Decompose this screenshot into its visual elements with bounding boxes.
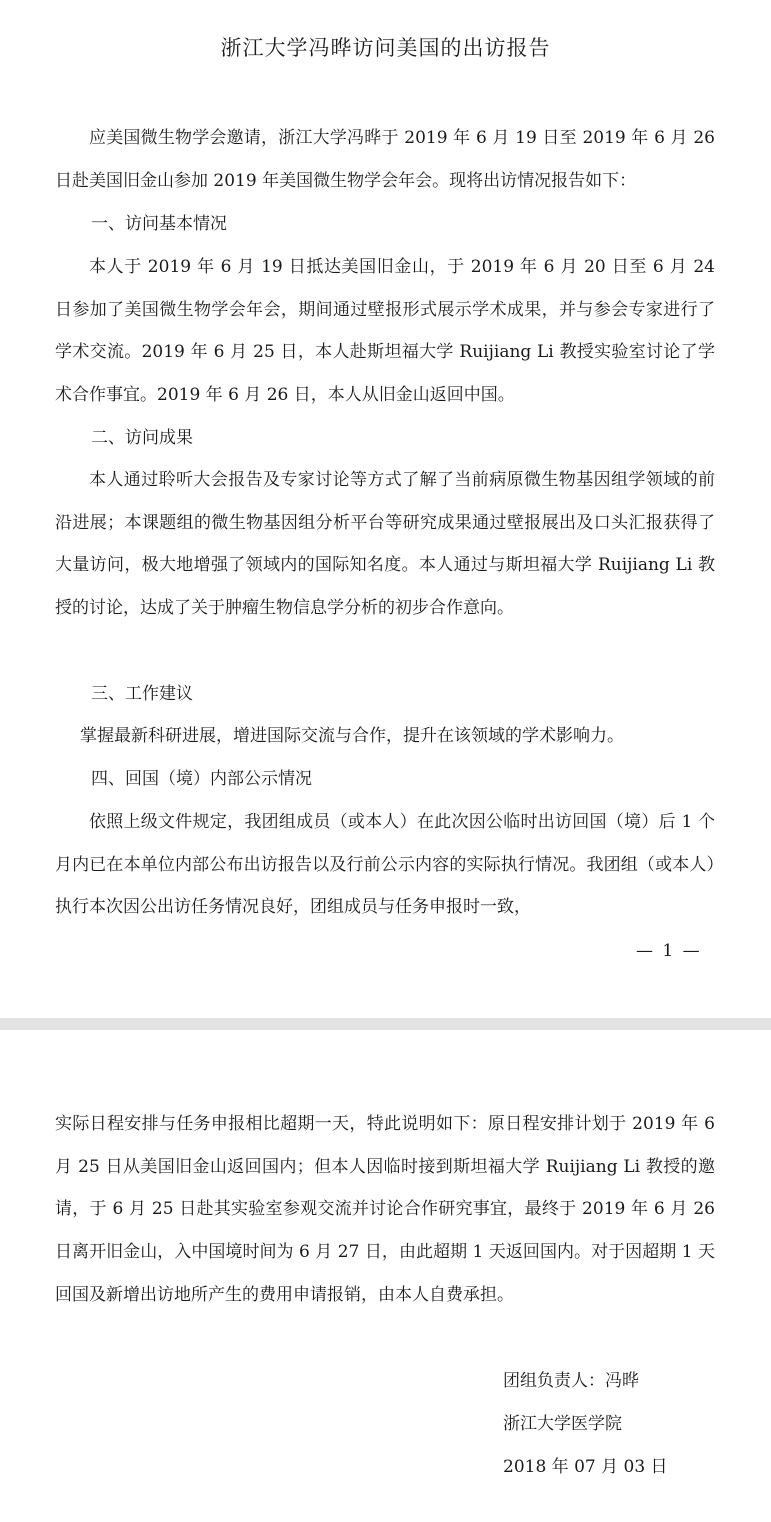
- section-3-heading: 三、工作建议: [91, 684, 193, 704]
- signature-leader: 团组负责人：冯晔: [503, 1371, 639, 1391]
- page-2-body: 实际日程安排与任务申报相比超期一天，特此说明如下：原日程安排计划于 2019 年 6 月 25 日从美国旧金山返回国内；但本人因临时接到斯坦福大学 Ruijiang Li 教授的邀请，于 6 月 25 日赴其实验室参观交流并讨论合作研究事宜，最终于 2019 年 6 月 26 日离开旧金山，入中国境时间为 6 月 27 日，由此超期 1 天返回国内。对于因超期 1 天回国及新增出访地所产生的费用申请报销，由本人自费承担。: [55, 1114, 715, 1305]
- section-1-heading: 一、访问基本情况: [91, 214, 227, 234]
- section-1-body: 本人于 2019 年 6 月 19 日抵达美国旧金山，于 2019 年 6 月 20 日至 6 月 24 日参加了美国微生物学会年会，期间通过壁报形式展示学术成果，并与参会专家进行了学术交流。2019 年 6 月 25 日，本人赴斯坦福大学 Ruijiang Li 教授实验室讨论了学术合作事宜。2019 年 6 月 26 日，本人从旧金山返回中国。: [55, 257, 715, 406]
- section-4-heading: 四、回国（境）内部公示情况: [91, 769, 312, 789]
- intro-paragraph: 应美国微生物学会邀请，浙江大学冯晔于 2019 年 6 月 19 日至 2019 年 6 月 26 日赴美国旧金山参加 2019 年美国微生物学会年会。现将出访情况报告如下：: [55, 128, 715, 191]
- report-title: 浙江大学冯晔访问美国的出访报告: [220, 36, 551, 60]
- section-3-body: 掌握最新科研进展，增进国际交流与合作，提升在该领域的学术影响力。: [80, 726, 624, 746]
- section-4-body: 依照上级文件规定，我团组成员（或本人）在此次因公临时出访回国（境）后 1 个月内已在本单位内部公布出访报告以及行前公示内容的实际执行情况。我团组（或本人）执行本次因公出访任务情况良好，团组成员与任务申报时一致，: [55, 812, 715, 918]
- section-2-heading: 二、访问成果: [91, 428, 193, 448]
- page-separator: [0, 1018, 771, 1030]
- signature-date: 2018 年 07 月 03 日: [503, 1457, 668, 1477]
- signature-unit: 浙江大学医学院: [503, 1414, 622, 1434]
- page-number: — 1 —: [636, 941, 702, 961]
- document-page-2: [0, 1030, 771, 1522]
- section-2-body: 本人通过聆听大会报告及专家讨论等方式了解了当前病原微生物基因组学领域的前沿进展；本课题组的微生物基因组分析平台等研究成果通过壁报展出及口头汇报获得了大量访问，极大地增强了领域内的国际知名度。本人通过与斯坦福大学 Ruijiang Li 教授的讨论，达成了关于肿瘤生物信息学分析的初步合作意向。: [55, 470, 715, 619]
